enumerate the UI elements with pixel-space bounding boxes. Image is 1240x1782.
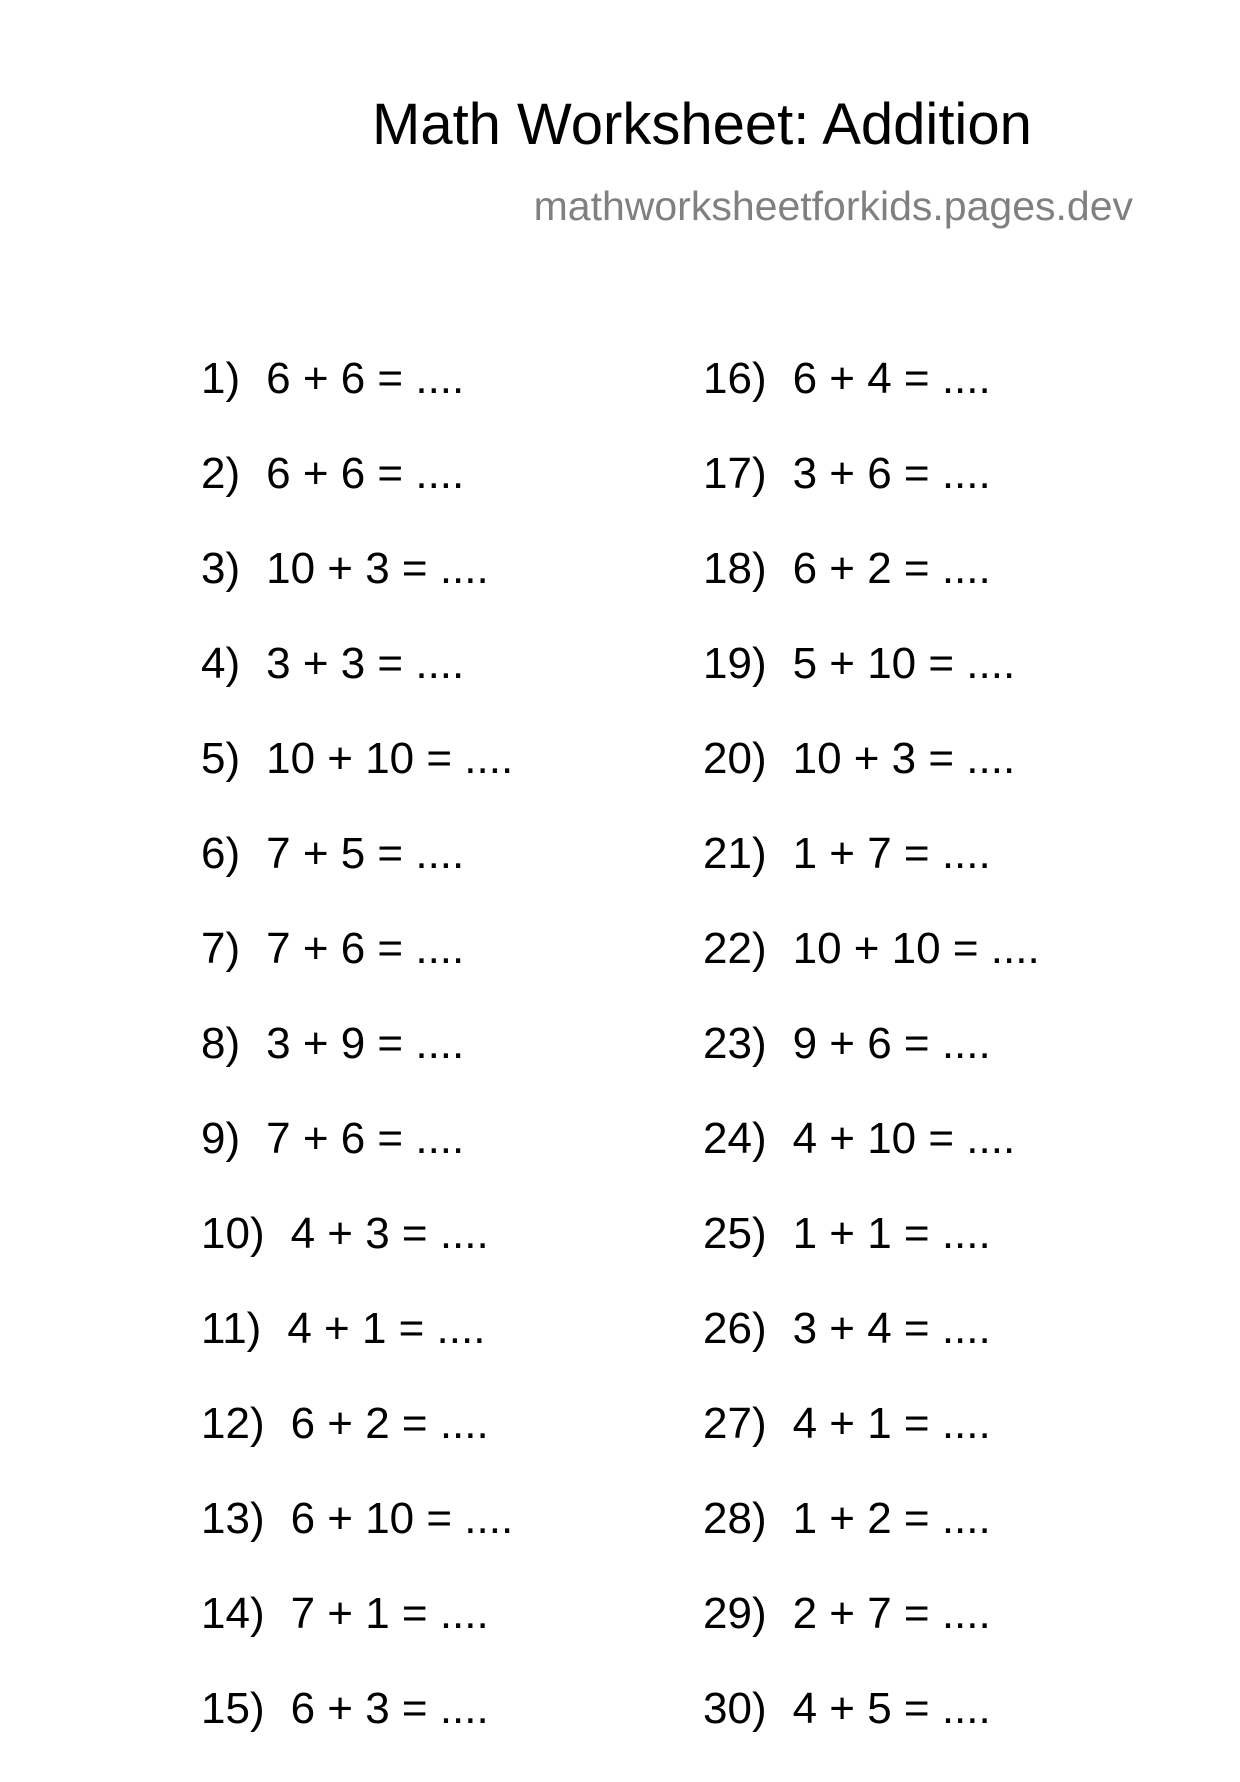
problem-expression: 4 + 3 = .... [290,1209,489,1258]
problem-item [201,1684,513,1782]
problem-expression: 3 + 6 = .... [792,449,991,498]
problem-number: 30) [703,1684,767,1733]
problem-number: 21) [703,829,767,878]
problem-expression: 7 + 5 = .... [266,829,465,878]
problem-item [703,1494,1040,1592]
problem-number: 20) [703,734,767,783]
problem-number: 14) [201,1589,265,1638]
problem-number: 24) [703,1114,767,1163]
problem-expression: 1 + 1 = .... [792,1209,991,1258]
problem-number: 27) [703,1399,767,1448]
problem-number: 17) [703,449,767,498]
problem-expression: 7 + 6 = .... [266,924,465,973]
problem-item [201,1589,513,1687]
problem-expression: 6 + 2 = .... [290,1399,489,1448]
problem-item [703,1114,1040,1212]
problem-expression: 4 + 1 = .... [792,1399,991,1448]
problem-item [201,734,514,832]
problem-expression: 6 + 6 = .... [266,354,465,403]
problem-expression: 6 + 10 = .... [290,1494,514,1543]
problem-expression: 4 + 1 = .... [287,1304,486,1353]
problem-expression: 7 + 6 = .... [266,1114,465,1163]
problem-number: 2) [201,449,241,498]
problem-number: 23) [703,1019,767,1068]
problem-number: 29) [703,1589,767,1638]
problem-number: 6) [201,829,241,878]
problem-item [703,734,1040,832]
problem-item [201,829,513,927]
problem-expression: 6 + 4 = .... [792,354,991,403]
problem-number: 28) [703,1494,767,1543]
problem-number: 1) [201,354,241,403]
problem-number: 22) [703,924,767,973]
problem-expression: 5 + 10 = .... [792,639,1016,688]
problem-number: 10) [201,1209,265,1258]
problem-expression: 6 + 2 = .... [792,544,991,593]
problem-expression: 7 + 1 = .... [290,1589,489,1638]
problems-column-right [703,354,1040,1782]
problem-item [703,924,1040,1022]
problem-item [703,829,1040,927]
problem-number: 3) [201,544,241,593]
problem-expression: 10 + 3 = .... [266,544,489,593]
problem-number: 5) [201,734,241,783]
problem-number: 26) [703,1304,767,1353]
problem-expression: 2 + 7 = .... [792,1589,991,1638]
problem-item [201,639,513,737]
problem-item [703,449,1040,547]
problem-number: 7) [201,924,241,973]
problem-expression: 6 + 3 = .... [290,1684,489,1733]
problem-number: 25) [703,1209,767,1258]
problem-item [703,1684,1040,1782]
problem-expression: 4 + 5 = .... [792,1684,991,1733]
problem-number: 8) [201,1019,241,1068]
problem-expression: 3 + 9 = .... [266,1019,465,1068]
problem-number: 4) [201,639,241,688]
problem-item [703,639,1040,737]
problem-expression: 10 + 3 = .... [792,734,1016,783]
problem-number: 11) [201,1304,262,1353]
problem-item [703,1209,1040,1307]
problem-item [201,924,513,1022]
problem-item [201,449,513,547]
problem-number: 18) [703,544,767,593]
problem-expression: 3 + 4 = .... [792,1304,991,1353]
problem-expression: 1 + 7 = .... [792,829,991,878]
problem-number: 12) [201,1399,265,1448]
problem-expression: 10 + 10 = .... [792,924,1040,973]
problem-expression: 6 + 6 = .... [266,449,465,498]
problem-expression: 1 + 2 = .... [792,1494,991,1543]
problem-item [201,1399,513,1497]
problem-item [703,1019,1040,1117]
problem-item [703,354,1040,452]
problem-item [201,1114,513,1212]
problem-number: 13) [201,1494,265,1543]
problem-item [703,1589,1040,1687]
problem-item [703,544,1040,642]
problem-expression: 3 + 3 = .... [266,639,465,688]
problem-number: 15) [201,1684,265,1733]
problem-item [201,544,513,642]
problem-number: 16) [703,354,767,403]
problem-item [201,1209,513,1307]
problem-expression: 4 + 10 = .... [792,1114,1016,1163]
problem-expression: 9 + 6 = .... [792,1019,991,1068]
problem-item [201,1494,514,1592]
problem-number: 9) [201,1114,241,1163]
problem-item [703,1399,1040,1497]
problem-expression: 10 + 10 = .... [266,734,514,783]
problem-number: 19) [703,639,767,688]
problems-column-left [201,354,514,1782]
problem-item [201,1019,513,1117]
page-title: Math Worksheet: Addition [372,92,1032,157]
source-url: mathworksheetforkids.pages.dev [533,183,1133,229]
problem-item [201,354,513,452]
problem-item [703,1304,1040,1402]
problem-item [201,1304,513,1402]
